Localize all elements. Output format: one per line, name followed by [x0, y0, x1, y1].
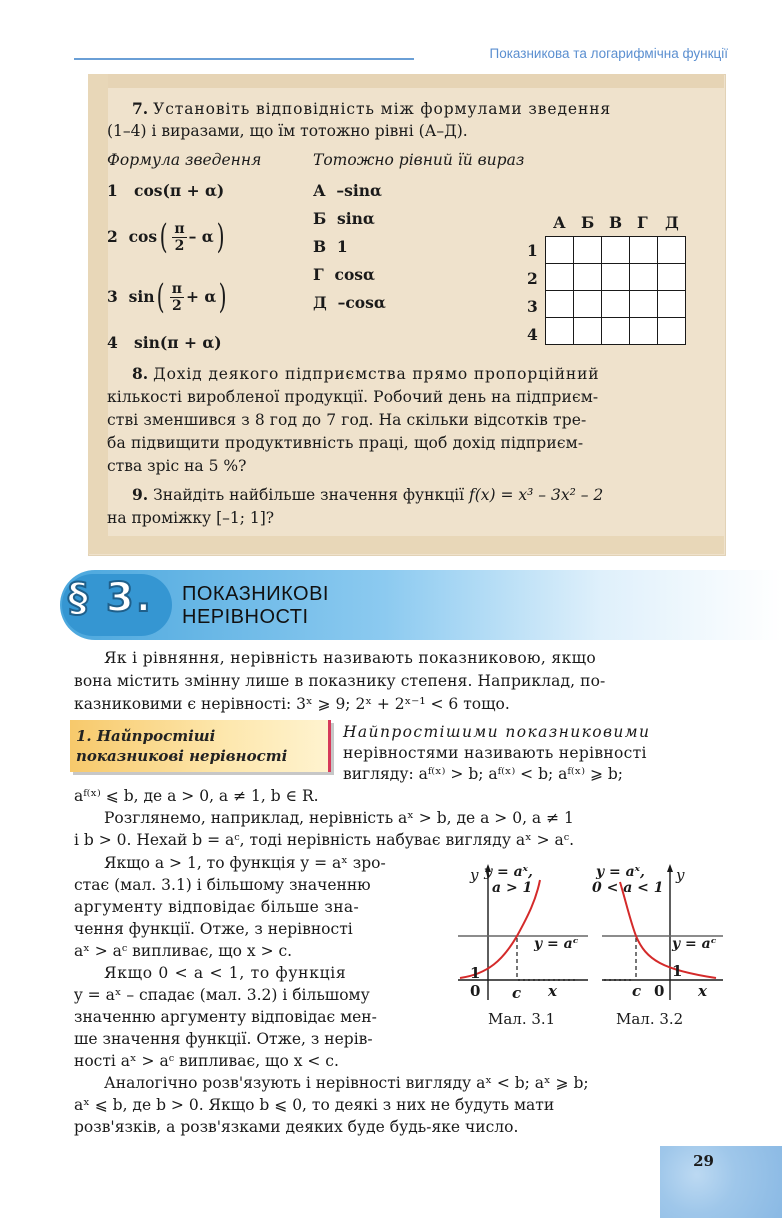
formula-2-rparen: ): [216, 217, 225, 257]
formula-2-num: π: [174, 220, 185, 237]
subsection-title-line2: показникові нерівності: [76, 747, 288, 765]
section-title-line2: НЕРІВНОСТІ: [182, 606, 309, 628]
grid-cell[interactable]: [630, 291, 658, 318]
formula-3-rparen: ): [218, 277, 227, 317]
body-p4-line1: Аналогічно розв'язують і нерівності вигляду aˣ < b; aˣ ⩾ b;: [104, 1074, 589, 1092]
answer-d-expr: –cosα: [337, 293, 386, 312]
fig2-y-axis-label: y: [676, 866, 685, 884]
grid-row-2: 2: [527, 269, 538, 288]
body-p1-line1: Розглянемо, наприклад, нерівність aˣ > b, де a > 0, a ≠ 1: [104, 809, 574, 827]
column-formula-header: Формула зведення: [107, 151, 262, 169]
exercise-9-text2: на проміжку [–1; 1]?: [107, 509, 275, 527]
fig1-c-label: c: [512, 984, 522, 1002]
fig2-origin-label: 0: [654, 982, 665, 1000]
body-p4-line3: розв'язків, а розв'язками деяких буде будь-яке число.: [74, 1118, 519, 1136]
fig2-caption: Мал. 3.2: [616, 1010, 684, 1028]
grid-cell[interactable]: [630, 237, 658, 264]
grid-col-headers: [553, 213, 693, 233]
grid-cell[interactable]: [574, 264, 602, 291]
exercise-8-line1: [132, 364, 599, 384]
formula-2-op: – α: [188, 227, 214, 246]
fig1-curve-label-2: a > 1: [492, 880, 533, 896]
grid-cell[interactable]: [630, 318, 658, 345]
formula-3-op: + α: [186, 287, 217, 306]
exercise-9-text1: Знайдіть найбільше значення функції: [153, 486, 470, 504]
fig2-c-label: c: [632, 982, 642, 1000]
answer-v-expr: 1: [336, 237, 348, 256]
formula-3-num: π: [171, 280, 182, 297]
body-p2-line1: Якщо a > 1, то функція y = aˣ зро-: [104, 854, 386, 872]
grid-row-1: 1: [527, 241, 538, 260]
answer-grid: [545, 236, 686, 345]
body-p3-line1: Якщо 0 < a < 1, то функція: [104, 964, 347, 982]
exercise-8-text4: ба підвищити продуктивність праці, щоб дохід підприєм-: [107, 434, 584, 452]
intro-line3: казниковими є нерівності: 3ˣ ⩾ 9; 2ˣ + 2ˣ⁻¹ < 6 тощо.: [74, 695, 510, 713]
grid-cell[interactable]: [574, 318, 602, 345]
grid-cell[interactable]: [546, 237, 574, 264]
fig2-curve: [620, 882, 716, 978]
fig1-curve-label-1: y = aˣ,: [484, 864, 533, 880]
formula-3-fraction: [170, 281, 184, 314]
formula-4-number: 4: [107, 333, 118, 352]
grid-row-3: 3: [527, 297, 538, 316]
fig2-y-arrow: [667, 864, 673, 872]
grid-cell[interactable]: [658, 291, 686, 318]
fig1-caption: Мал. 3.1: [488, 1010, 556, 1028]
exercise-box-bottom-edge: [88, 536, 724, 554]
formula-3-number: 3: [107, 287, 118, 306]
grid-cell[interactable]: [602, 264, 630, 291]
answer-g-expr: cosα: [334, 265, 375, 284]
subsection-title: [76, 726, 287, 766]
fig1-x-axis-label: x: [548, 982, 557, 1000]
fig1-line-label: y = aᶜ: [534, 936, 579, 952]
definition-line2: нерівностями називають нерівності: [343, 744, 647, 762]
fig2-line-label: y = aᶜ: [672, 936, 717, 952]
grid-cell[interactable]: [546, 318, 574, 345]
formula-3-den: 2: [172, 297, 182, 314]
definition-line1: Найпростішими показниковими: [343, 723, 651, 741]
page-corner-decoration: [660, 1146, 782, 1218]
body-p3-line4: ше значення функції. Отже, з нерів-: [74, 1030, 373, 1048]
exercise-9-function: f(x) = x³ – 3x² – 2: [469, 486, 604, 504]
grid-cell[interactable]: [574, 237, 602, 264]
grid-cell[interactable]: [574, 291, 602, 318]
body-p1-line2: і b > 0. Нехай b = aᶜ, тоді нерівність набуває вигляду aˣ > aᶜ.: [74, 831, 575, 849]
body-p2-line4: чення функції. Отже, з нерівності: [74, 920, 353, 938]
answer-d: [313, 293, 386, 313]
body-p3-line2: y = aˣ – спадає (мал. 3.2) і більшому: [74, 986, 370, 1004]
exercise-9-number: 9.: [132, 485, 149, 504]
fig1-y-axis-label: y: [470, 866, 479, 884]
grid-cell[interactable]: [658, 318, 686, 345]
formula-1-expr: cos(π + α): [134, 181, 225, 200]
grid-col-d: Д: [665, 213, 679, 232]
grid-col-a: А: [553, 213, 566, 232]
exercise-7-text2: (1–4) і виразами, що їм тотожно рівні (А–Д).: [107, 122, 468, 140]
body-p2-line5: aˣ > aᶜ випливає, що x > c.: [74, 942, 293, 960]
fig1-one-label: 1: [470, 964, 481, 982]
fig2-one-label: 1: [672, 962, 683, 980]
grid-cell[interactable]: [602, 291, 630, 318]
page-number: 29: [693, 1152, 714, 1170]
exercise-box-left-edge: [88, 74, 108, 554]
fig2-curve-label-1: y = aˣ,: [596, 864, 645, 880]
grid-col-b: Б: [581, 213, 595, 232]
exercise-8-text3: стві зменшився з 8 год до 7 год. На скільки відсотків тре-: [107, 411, 587, 429]
answer-b-expr: sinα: [337, 209, 375, 228]
intro-line2: вона містить змінну лише в показнику степеня. Наприклад, по-: [74, 672, 606, 690]
exercise-8-text1: Дохід деякого підприємства прямо пропорційний: [153, 365, 600, 383]
answer-g: [313, 265, 375, 285]
exercise-8-number: 8.: [132, 364, 149, 383]
answer-a-letter: А: [313, 181, 326, 200]
answer-a-expr: –sinα: [336, 181, 382, 200]
formula-3-lparen: (: [157, 277, 166, 317]
subsection-title-line1: 1. Найпростіші: [76, 727, 216, 745]
exercise-7-text1: Установіть відповідність між формулами зведення: [153, 100, 612, 118]
section-symbol: § 3.: [68, 575, 153, 621]
column-answer-header: Тотожно рівний їй вираз: [313, 151, 525, 169]
section-title-line1: ПОКАЗНИКОВІ: [182, 583, 329, 605]
header-rule: [74, 58, 414, 60]
formula-3-fn: sin: [128, 287, 155, 306]
body-p3-line3: значенню аргументу відповідає мен-: [74, 1008, 377, 1026]
exercise-8-text2: кількості виробленої продукції. Робочий день на підприєм-: [107, 388, 599, 406]
answer-b-letter: Б: [313, 209, 327, 228]
grid-col-v: В: [609, 213, 623, 232]
grid-cell[interactable]: [602, 237, 630, 264]
answer-a: [313, 181, 382, 201]
answer-v: [313, 237, 348, 257]
body-p2-line2: стає (мал. 3.1) і більшому значенню: [74, 876, 371, 894]
formula-1-number: 1: [107, 181, 118, 200]
formula-4: [107, 333, 222, 353]
grid-cell[interactable]: [630, 264, 658, 291]
formula-2-number: 2: [107, 227, 118, 246]
exercise-box-top-edge: [88, 74, 724, 88]
grid-col-g: Г: [637, 213, 648, 232]
answer-b: [313, 209, 375, 229]
grid-cell[interactable]: [546, 291, 574, 318]
fig1-origin-label: 0: [470, 982, 481, 1000]
definition-line4: aᶠ⁽ˣ⁾ ⩽ b, де a > 0, a ≠ 1, b ∈ R.: [74, 787, 319, 805]
fig2-curve-label-2: 0 < a < 1: [592, 880, 664, 896]
exercise-7-line1: [132, 99, 611, 119]
formula-2-fraction: [172, 221, 186, 254]
grid-cell[interactable]: [658, 264, 686, 291]
answer-d-letter: Д: [313, 293, 327, 312]
grid-cell[interactable]: [658, 237, 686, 264]
fig2-x-axis-label: x: [698, 982, 707, 1000]
formula-3: [107, 273, 230, 321]
formula-4-expr: sin(π + α): [134, 333, 222, 352]
formula-2: [107, 213, 227, 261]
running-title: Показникова та логарифмічна функції: [489, 46, 728, 61]
exercise-8-text5: ства зріс на 5 %?: [107, 457, 247, 475]
answer-g-letter: Г: [313, 265, 324, 284]
answer-v-letter: В: [313, 237, 327, 256]
exercise-7-number: 7.: [132, 99, 149, 118]
definition-line3: вигляду: aᶠ⁽ˣ⁾ > b; aᶠ⁽ˣ⁾ < b; aᶠ⁽ˣ⁾ ⩾ b;: [343, 765, 624, 783]
exercise-9-line1: [132, 485, 603, 505]
formula-2-fn: cos: [128, 227, 158, 246]
formula-2-lparen: (: [159, 217, 168, 257]
grid-row-4: 4: [527, 325, 538, 344]
body-p4-line2: aˣ ⩽ b, де b > 0. Якщо b ⩽ 0, то деякі з них не будуть мати: [74, 1096, 555, 1114]
body-p2-line3: аргументу відповідає більше зна-: [74, 898, 360, 916]
formula-1: [107, 181, 224, 201]
body-p3-line5: ності aˣ > aᶜ випливає, що x < c.: [74, 1052, 339, 1070]
grid-cell[interactable]: [602, 318, 630, 345]
intro-line1: Як і рівняння, нерівність називають показниковою, якщо: [104, 649, 597, 667]
grid-cell[interactable]: [546, 264, 574, 291]
formula-2-den: 2: [174, 237, 185, 254]
